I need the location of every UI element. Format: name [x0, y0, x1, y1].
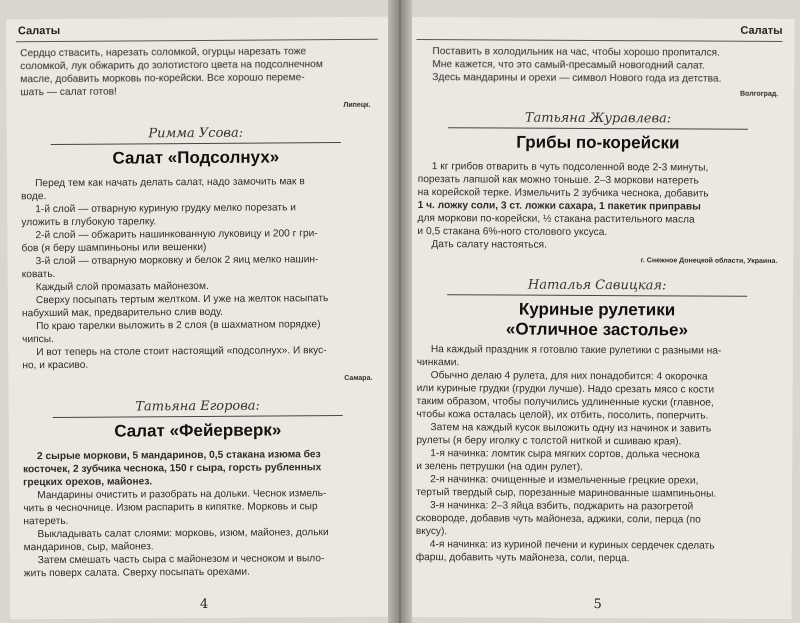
text-line: и зелень петрушки (на один рулет).	[416, 461, 583, 473]
text-line: 1 ч. ложку соли, 3 ст. ложки сахара, 1 пакетик приправы	[417, 200, 701, 213]
text-line: По краю тарелки выложить в 2 слоя (в шахматном порядке)	[36, 319, 321, 333]
author-rule	[51, 142, 341, 145]
text-line: порезать лапшой как можно тоньше. 2–3 моркови натереть	[417, 174, 699, 187]
recipe-griby	[417, 111, 778, 268]
text-line: 1-й слой — отварную куриную грудку мелко порезать и	[35, 202, 296, 216]
text-line: Дать салату настояться.	[431, 239, 547, 251]
text-line: И вот теперь на столе стоит настоящий «подсолнух». И вкус-	[36, 345, 327, 359]
text-line: чинками.	[416, 357, 460, 369]
text-line: 3-й слой — отварную морковку и белок 2 яиц мелко нашин-	[35, 254, 319, 268]
recipe-title: Салат «Фейерверк»	[114, 420, 282, 441]
left-page	[6, 17, 392, 620]
left-content	[20, 45, 374, 580]
text-line: жить поверх салата. Сверху посыпать орехами.	[23, 566, 250, 580]
text-line: Мне кажется, что это самый-пресамый новогодний салат.	[432, 59, 705, 72]
text-line: Перед тем как начать делать салат, надо замочить мак в	[35, 176, 305, 190]
recipe-author: Римма Усова:	[148, 125, 244, 142]
city-signature: Волгоград.	[739, 90, 779, 98]
recipe-title-line1: Куриные рулетики	[518, 299, 676, 320]
text-line: Сверху посыпать тертым желтком. И уже на желток насыпать	[35, 293, 329, 307]
city-signature: Самара.	[344, 374, 373, 382]
text-line: Затем смешать часть сыра с майонезом и чесноком и выло-	[37, 553, 325, 567]
page-number-left: 4	[199, 596, 209, 612]
recipe-author: Наталья Савицкая:	[527, 277, 667, 294]
running-header-left: Салаты	[17, 24, 61, 38]
text-line: косточек, 2 зубчика чеснока, 150 г сыра, горсть рубленных	[23, 462, 322, 476]
text-line: или куриные грудки (грудки лучше). Надо срезать мясо с кости	[416, 383, 715, 396]
text-line: для моркови по-корейски, ½ стакана растительного масла	[417, 213, 695, 226]
text-line: и 0,5 стакана 6%-ного столового уксуса.	[417, 226, 608, 239]
left-intro	[20, 45, 370, 114]
text-line: таким образом, чтобы получились удлиненные куски (главное,	[416, 396, 714, 409]
text-line: Мандарины очистить и разобрать на дольки. Чеснок измель-	[37, 488, 327, 502]
text-line: Затем на каждый кусок выложить одну из начинок и завить	[430, 422, 712, 435]
running-header-right: Салаты	[740, 24, 783, 37]
text-line: мандаринов, сыр, майонез.	[23, 541, 154, 554]
text-line: фарш, добавить чуть майонеза, соли, перца.	[415, 552, 630, 565]
city-signature: Липецк.	[343, 101, 371, 109]
text-line: набухший мак, предварительно слив воду.	[21, 306, 223, 320]
text-line: сковороде, добавив чуть майонеза, аджики, соли, перца (по	[415, 513, 701, 526]
recipe-title: Салат «Подсолнух»	[112, 147, 280, 168]
text-line: На каждый праздник я готовлю такие рулетики с разными на-	[430, 344, 722, 357]
text-line: Обычно делаю 4 рулета, для них понадобится: 4 окорочка	[430, 370, 708, 383]
recipe-title: Грибы по-корейски	[516, 132, 680, 153]
text-line: вкусу).	[415, 526, 448, 538]
header-rule-right	[416, 39, 782, 42]
recipe-author: Татьяна Егорова:	[135, 398, 260, 415]
text-line: Здесь мандарины и орехи — символ Нового года из детства.	[432, 72, 722, 85]
text-line: грецких орехов, майонез.	[23, 476, 153, 489]
text-line: на корейской терке. Измельчить 2 зубчика чеснока, добавить	[417, 187, 709, 200]
text-line: Поставить в холодильник на час, чтобы хорошо пропитался.	[432, 46, 720, 59]
right-content	[416, 45, 779, 566]
text-line: тертый твердый сыр, порезанные маринованные шампиньоны.	[416, 487, 717, 500]
text-line: 1 кг грибов отварить в чуть подсоленной воде 2-3 минуты,	[431, 161, 709, 174]
text-line: натереть.	[23, 515, 69, 528]
text-line: ковать.	[21, 269, 56, 281]
right-intro	[418, 45, 778, 101]
text-line: Каждый слой промазать майонезом.	[35, 280, 209, 294]
author-rule	[53, 415, 343, 418]
city-signature: г. Снежное Донецкой области, Украина.	[640, 257, 778, 265]
recipe-author: Татьяна Журавлева:	[524, 110, 672, 127]
text-line: 3-я начинка: 2–3 яйца взбить, поджарить на разогретой	[429, 500, 694, 513]
text-line: бов (я беру шампиньоны или вешенки)	[21, 241, 207, 255]
text-line: 4-я начинка: из куриной печени и куриных сердечек сделать	[429, 539, 715, 552]
text-line: 2 сырые моркови, 5 мандаринов, 0,5 стакана изюма без	[36, 449, 321, 463]
text-line: чтобы кожа осталась целой), их отбить, посолить, поперчить.	[416, 409, 709, 422]
text-line: Выкладывать салат слоями: морковь, изюм, майонез, дольки	[37, 527, 329, 541]
right-page	[403, 17, 794, 619]
recipe-title-line2: «Отличное застолье»	[505, 319, 689, 340]
text-line: 1-я начинка: ломтик сыра мягких сортов, долька чеснока	[430, 448, 700, 461]
text-line: уложить в глубокую тарелку.	[21, 216, 157, 229]
text-line: но, и красиво.	[22, 359, 89, 372]
recipe-feierverk	[23, 399, 374, 580]
text-line: воде.	[21, 191, 47, 203]
text-line: чипсы.	[22, 334, 54, 346]
header-rule-left	[16, 39, 378, 43]
recipe-podsolnukh	[21, 126, 373, 387]
book-gutter	[388, 0, 412, 623]
author-rule	[448, 127, 748, 130]
author-rule	[447, 294, 747, 297]
text-line: чить в чесночнице. Изюм распарить в кипятке. Морковь и сыр	[23, 501, 318, 515]
text-line: 2-я начинка: очищенные и измельченные грецкие орехи,	[430, 474, 699, 487]
text-line: 2-й слой — обжарить нашинкованную луковицу и 200 г гри-	[35, 228, 318, 242]
recipe-ruletiki	[416, 278, 777, 566]
text-line: масле, добавить морковь по-корейски. Все хорошо переме-	[20, 72, 305, 86]
text-line: шать — салат готов!	[20, 86, 117, 99]
page-number-right: 5	[593, 596, 602, 613]
text-line: рулеты (я беру иголку с толстой ниткой и сшиваю края).	[416, 435, 682, 448]
text-line: соломкой, лук обжарить до золотистого цвета на подсолнечном	[20, 59, 323, 73]
text-line: Сердцо ствасить, нарезать соломкой, огурцы нарезать тоже	[20, 46, 307, 60]
